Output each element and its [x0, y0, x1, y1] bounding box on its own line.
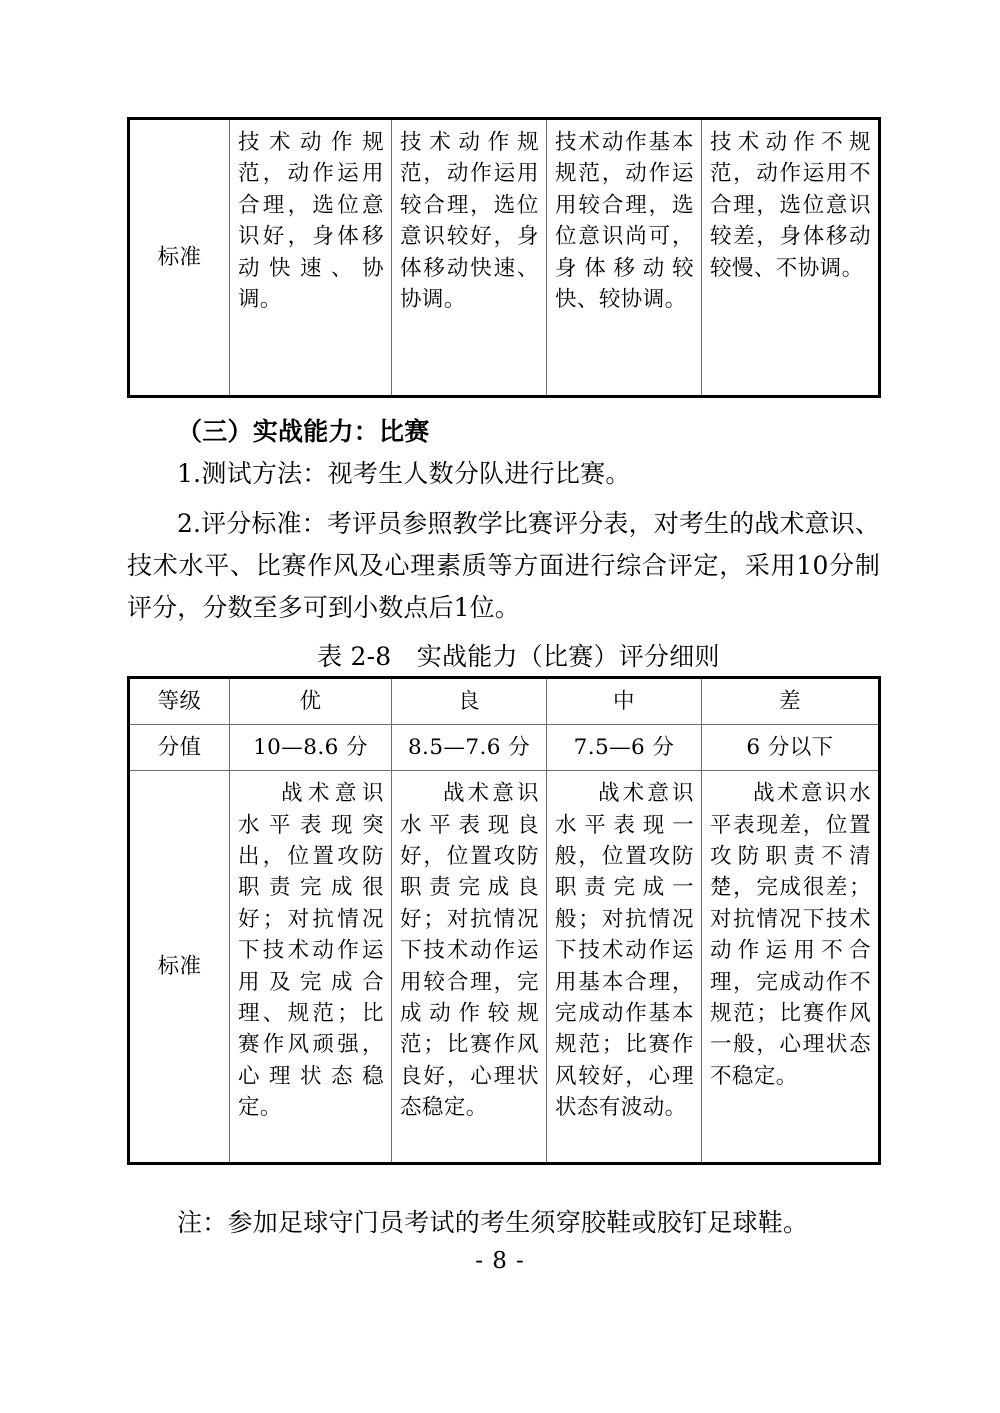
- match-text-poor: 战术意识水平表现差，位置攻防职责不清楚，完成很差；对抗情况下技术动作运用不合理，完成动作不规范；比赛作风一般，心理状态不稳定。: [710, 781, 871, 1089]
- grade-header-excellent: 优: [230, 678, 392, 725]
- test-method-item: 1.测试方法：视考生人数分队进行比赛。: [177, 459, 631, 488]
- section-heading: （三）实战能力：比赛: [177, 417, 430, 446]
- table-criteria-row: [129, 771, 880, 1164]
- match-scoring-table: [127, 676, 881, 1165]
- grade-header-label: 等级: [129, 678, 230, 725]
- technique-criteria-table: [127, 117, 881, 398]
- match-criteria-row-label: 标准: [129, 771, 230, 1164]
- score-fair: 7.5—6 分: [547, 725, 702, 771]
- match-cell-good: [392, 771, 547, 1164]
- table-score-row: [129, 725, 880, 771]
- grade-header-fair: 中: [547, 678, 702, 725]
- score-row-label: 分值: [129, 725, 230, 771]
- match-cell-poor: [702, 771, 880, 1164]
- technique-text-poor: 技术动作不规范，动作运用不合理，选位意识较差，身体移动较慢、不协调。: [710, 130, 871, 281]
- scoring-standard-item: 2.评分标准：考评员参照教学比赛评分表，对考生的战术意识、技术水平、比赛作风及心理素质等方面进行综合评定，采用10分制评分，分数至多可到小数点后1位。: [127, 509, 880, 622]
- grade-header-good: 良: [392, 678, 547, 725]
- table-header-row: [129, 678, 880, 725]
- match-text-excellent: 战术意识水平表现突出，位置攻防职责完成很好；对抗情况下技术动作运用及完成合理、规范；比赛作风顽强，心理状态稳定。: [238, 781, 384, 1120]
- page-number: - 8 -: [475, 1248, 525, 1274]
- technique-cell-poor: [702, 119, 880, 397]
- match-text-fair: 战术意识水平表现一般，位置攻防职责完成一般；对抗情况下技术动作运用基本合理，完成动作基本规范；比赛作风较好，心理状态有波动。: [555, 781, 694, 1120]
- score-good: 8.5—7.6 分: [392, 725, 547, 771]
- score-excellent: 10—8.6 分: [230, 725, 392, 771]
- match-cell-fair: [547, 771, 702, 1164]
- technique-text-excellent: 技术动作规范，动作运用合理，选位意识好，身体移动快速、协调。: [238, 130, 384, 312]
- score-poor: 6 分以下: [702, 725, 880, 771]
- match-cell-excellent: [230, 771, 392, 1164]
- match-table-title: 表 2-8 实战能力（比赛）评分细则: [317, 642, 720, 671]
- criteria-row-label: 标准: [129, 119, 230, 397]
- technique-cell-fair: [547, 119, 702, 397]
- technique-cell-good: [392, 119, 547, 397]
- technique-cell-excellent: [230, 119, 392, 397]
- technique-text-good: 技术动作规范，动作运用较合理，选位意识较好，身体移动快速、协调。: [400, 130, 539, 312]
- technique-text-fair: 技术动作基本规范，动作运用较合理，选位意识尚可，身体移动较快、较协调。: [555, 130, 694, 312]
- table-row: [129, 119, 880, 397]
- footer-note: 注：参加足球守门员考试的考生须穿胶鞋或胶钉足球鞋。: [177, 1208, 809, 1237]
- grade-header-poor: 差: [702, 678, 880, 725]
- match-text-good: 战术意识水平表现良好，位置攻防职责完成良好；对抗情况下技术动作运用较合理，完成动作较规范；比赛作风良好，心理状态稳定。: [400, 781, 539, 1120]
